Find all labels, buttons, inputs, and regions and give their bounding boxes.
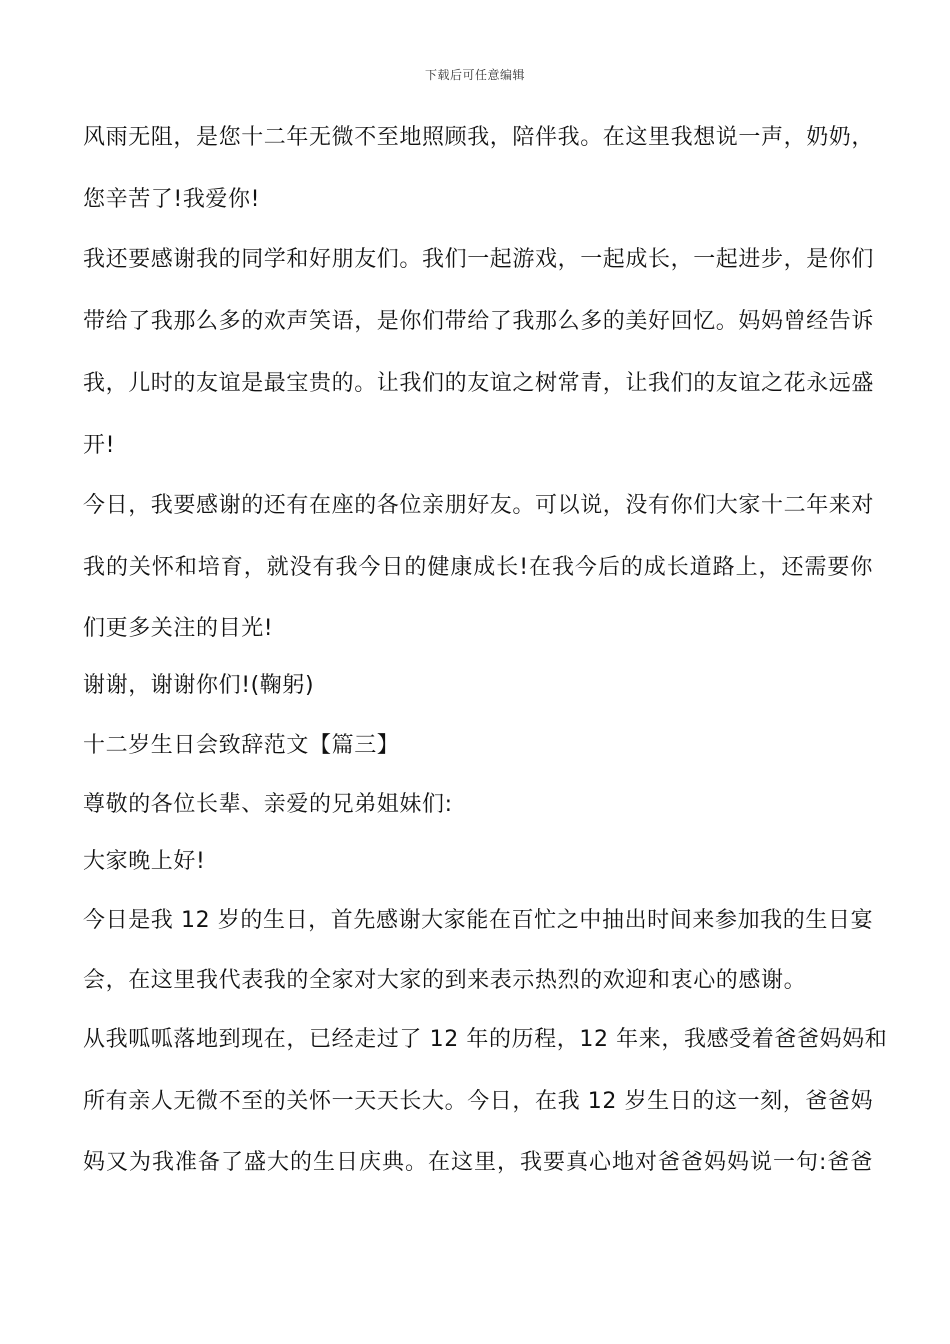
text-line: 我，儿时的友谊是最宝贵的。让我们的友谊之树常青，让我们的友谊之花永远盛 (83, 371, 875, 396)
text-line: 会，在这里我代表我的全家对大家的到来表示热烈的欢迎和衷心的感谢。 (83, 968, 807, 993)
section-heading: 十二岁生日会致辞范文【篇三】 (83, 733, 400, 758)
text-line: 开! (83, 433, 116, 458)
text-line: 所有亲人无微不至的关怀一天天长大。今日，在我 12 岁生日的这一刻，爸爸妈 (83, 1089, 874, 1114)
page-header-note: 下载后可任意编辑 (424, 68, 525, 82)
text-line: 我的关怀和培育，就没有我今日的健康成长!在我今后的成长道路上，还需要你 (83, 555, 873, 580)
text-line: 今日是我 12 岁的生日，首先感谢大家能在百忙之中抽出时间来参加我的生日宴 (83, 908, 874, 933)
text-line: 风雨无阻，是您十二年无微不至地照顾我，陪伴我。在这里我想说一声，奶奶， (83, 125, 875, 150)
text-line: 从我呱呱落地到现在，已经走过了 12 年的历程，12 年来，我感受着爸爸妈妈和 (83, 1027, 888, 1052)
text-line: 们更多关注的目光! (83, 616, 274, 641)
text-line: 妈又为我准备了盛大的生日庆典。在这里，我要真心地对爸爸妈妈说一句:爸爸 (83, 1150, 873, 1175)
text-line: 我还要感谢我的同学和好朋友们。我们一起游戏，一起成长，一起进步，是你们 (83, 247, 875, 272)
text-line: 您辛苦了!我爱你! (83, 187, 261, 212)
text-line: 今日，我要感谢的还有在座的各位亲朋好友。可以说，没有你们大家十二年来对 (83, 493, 875, 518)
greeting-line: 大家晚上好! (83, 849, 206, 874)
text-line: 带给了我那么多的欢声笑语，是你们带给了我那么多的美好回忆。妈妈曾经告诉 (83, 309, 875, 334)
salutation-line: 尊敬的各位长辈、亲爱的兄弟姐妹们: (83, 792, 453, 817)
text-line: 谢谢，谢谢你们!(鞠躬) (83, 673, 315, 698)
